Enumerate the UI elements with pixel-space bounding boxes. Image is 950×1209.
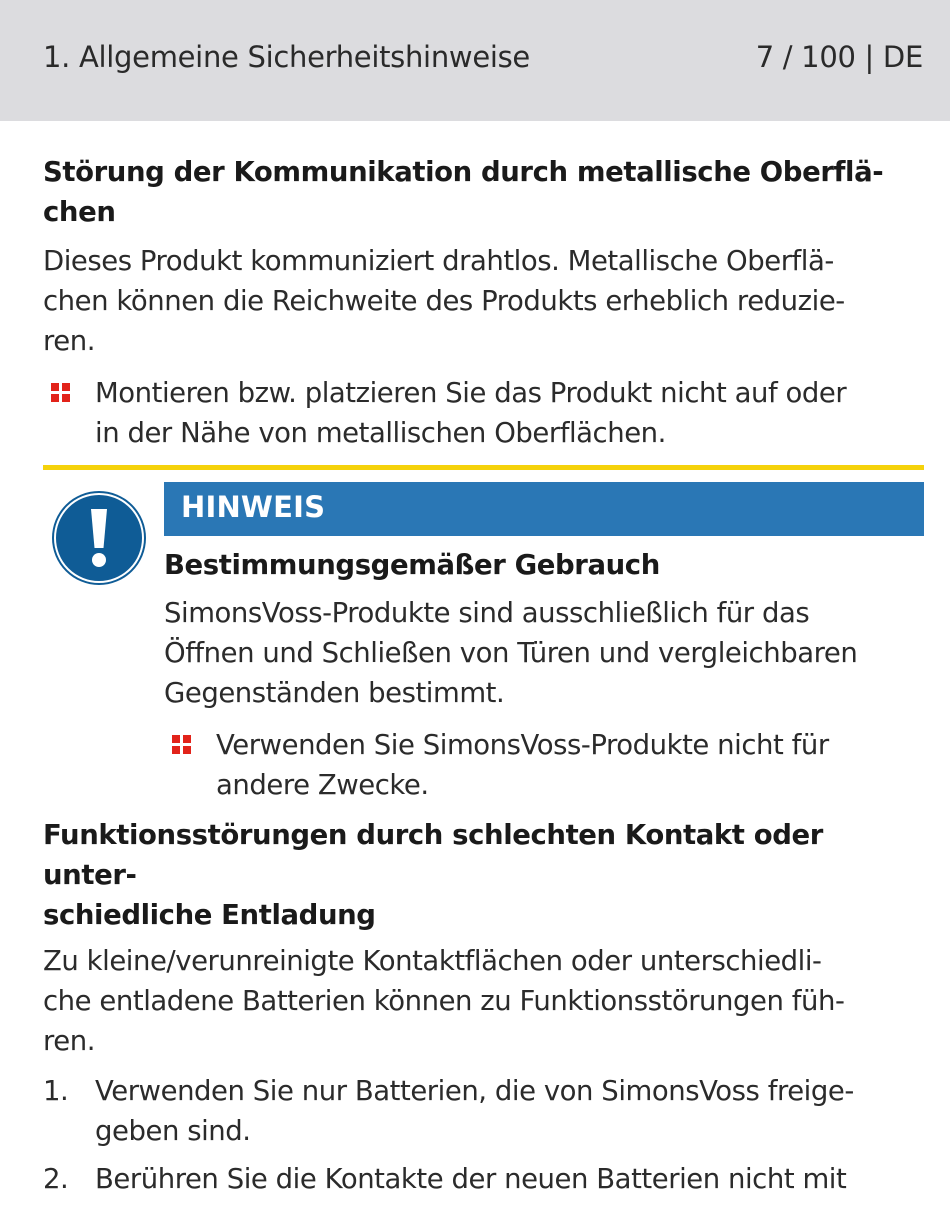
notice-text xyxy=(164,593,924,713)
section-heading xyxy=(43,815,923,935)
numbered-step xyxy=(43,1159,923,1199)
notice-content xyxy=(164,545,924,805)
exclamation-circle-icon xyxy=(51,490,147,586)
bullet-line: Verwenden Sie SimonsVoss-Produkte nicht für xyxy=(216,729,829,761)
page-header xyxy=(0,0,950,121)
bullet-line: Montieren bzw. platzieren Sie das Produkt nicht auf oder xyxy=(95,377,847,409)
heading-line: Störung der Kommunikation durch metallische Oberflä- xyxy=(43,156,884,188)
notice-label: HINWEIS xyxy=(181,490,326,524)
notice-divider xyxy=(43,465,924,470)
step-line: Verwenden Sie nur Batterien, die von SimonsVoss freige- xyxy=(95,1075,854,1107)
notice-title: Bestimmungsgemäßer Gebrauch xyxy=(164,549,660,581)
step-line: geben sind. xyxy=(95,1115,251,1147)
heading-line: chen xyxy=(43,196,116,228)
red-square-bullet-icon xyxy=(51,383,71,403)
section-body xyxy=(43,941,923,1061)
step-number: 1. xyxy=(43,1075,69,1107)
list-item xyxy=(43,373,923,453)
body-line: che entladene Batterien können zu Funktionsstörungen füh- xyxy=(43,985,845,1017)
body-line: SimonsVoss-Produkte sind ausschließlich für das xyxy=(164,597,810,629)
section-body xyxy=(43,241,923,361)
page-indicator: 7 / 100 | DE xyxy=(755,40,923,74)
section-metal-surfaces xyxy=(43,152,923,453)
section-title: 1. Allgemeine Sicherheitshinweise xyxy=(43,40,530,74)
bullet-line: in der Nähe von metallischen Oberflächen. xyxy=(95,417,666,449)
heading-line: schiedliche Entladung xyxy=(43,899,376,931)
body-line: ren. xyxy=(43,1025,95,1057)
list-item xyxy=(164,725,924,805)
step-line: Berühren Sie die Kontakte der neuen Batterien nicht mit xyxy=(95,1163,847,1195)
section-heading xyxy=(43,152,923,232)
step-number: 2. xyxy=(43,1163,69,1195)
numbered-step xyxy=(43,1071,923,1151)
section-contact-issues xyxy=(43,815,923,1199)
red-square-bullet-icon xyxy=(172,735,192,755)
body-line: ren. xyxy=(43,325,95,357)
body-line: Öffnen und Schließen von Türen und vergleichbaren xyxy=(164,637,858,669)
body-line: Dieses Produkt kommuniziert drahtlos. Metallische Oberflä- xyxy=(43,245,834,277)
body-line: Zu kleine/verunreinigte Kontaktflächen oder unterschiedli- xyxy=(43,945,822,977)
bullet-line: andere Zwecke. xyxy=(216,769,429,801)
heading-line: Funktionsstörungen durch schlechten Kontakt oder unter- xyxy=(43,819,823,891)
body-line: Gegenständen bestimmt. xyxy=(164,677,505,709)
body-line: chen können die Reichweite des Produkts erheblich reduzie- xyxy=(43,285,845,317)
notice-banner xyxy=(164,482,924,536)
